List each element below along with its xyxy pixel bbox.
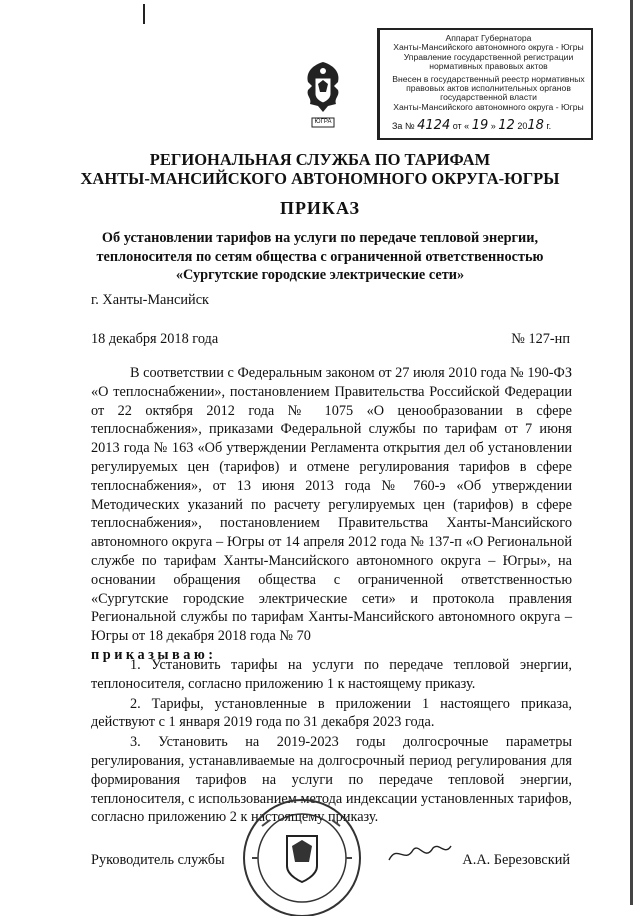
org-line: ХАНТЫ-МАНСИЙСКОГО АВТОНОМНОГО ОКРУГА-ЮГРЫ <box>80 169 560 188</box>
document-number: № 127-нп <box>511 331 570 347</box>
registration-stamp <box>377 28 593 140</box>
signature-name: А.А. Березовский <box>462 852 570 868</box>
stamp-line: Аппарат Губернатора <box>445 33 532 43</box>
order-item: 3. Установить на 2019-2023 годы долгосрочные параметры регулирования, устанавливаемые на долгосрочный период регулирования для формирования тарифов на услуги по передаче тепловой энергии, теплоносителя, с использованием метода индексации установленных тарифов, согласно приложению 2 к настоящему приказу. <box>91 734 572 826</box>
coat-of-arms-emblem <box>298 56 348 136</box>
organization-title <box>0 150 640 188</box>
stamp-line: Ханты-Мансийского автономного округа - Югры <box>393 101 584 112</box>
order-item: 1. Установить тарифы на услуги по передаче тепловой энергии, теплоносителя, согласно приложению 1 к настоящему приказу. <box>91 657 572 692</box>
signature-position: Руководитель службы <box>91 852 225 868</box>
stamp-line: государственной власти <box>440 92 537 103</box>
stamp-line: правовых актов исполнительных органов <box>406 83 571 94</box>
document-type: ПРИКАЗ <box>279 198 361 218</box>
subject-line: «Сургутские городские электрические сети» <box>175 267 465 283</box>
order-item: 2. Тарифы, установленные в приложении 1 настоящего приказа, действуют с 1 января 2019 года по 31 декабря 2023 года. <box>91 695 572 731</box>
preamble-block <box>91 364 572 665</box>
registration-number: За № 4124 от « 19 » 12 2018 г. <box>392 118 552 133</box>
subject-line: Об установлении тарифов на услуги по передаче тепловой энергии, <box>101 230 539 246</box>
preamble-paragraph: В соответствии с Федеральным законом от 27 июля 2010 года № 190-ФЗ «О теплоснабжении», постановлением Правительства Российской Федерации от 22 октября 2012 года № 1075 «О ценообразовании в сфере теплоснабжения», приказами Федеральной службы по тарифам от 7 июня 2013 года № 163 «Об утверждении Регламента открытия дел об установлении регулируемых цен (тарифов) и отмене регулирования тарифов в сфере теплоснабжения», от 13 июня 2013 года № 760-э «Об утверждении Методических указаний по расчету регулируемых цен (тарифов) в сфере теплоснабжения», постановлением Правительства Ханты-Мансийского автономного округа – Югры от 14 апреля 2012 года № 137-п «О Региональной службе по тарифам Ханты-Мансийского автономного округа – Югры», на основании обращения общества с ограниченной ответственностью «Сургутские городские электрические сети» и протокола правления Региональной службы по тарифам Ханты-Мансийского автономного округа – Югры от 18 декабря 2018 года № 70 <box>91 365 572 645</box>
emblem-caption: ЮГРА <box>314 119 332 125</box>
org-line: РЕГИОНАЛЬНАЯ СЛУЖБА ПО ТАРИФАМ <box>149 150 491 169</box>
subject-line: теплоносителя по сетям общества с ограниченной ответственностью <box>96 248 544 265</box>
stamp-line: Внесен в государственный реестр нормативных <box>392 73 585 84</box>
scan-mark <box>143 4 145 24</box>
handwritten-signature <box>385 838 455 868</box>
city: г. Ханты-Мансийск <box>91 292 209 308</box>
stamp-line: Управление государственной регистрации <box>403 51 574 62</box>
order-word: приказываю: <box>91 646 217 663</box>
document-date: 18 декабря 2018 года <box>91 331 219 347</box>
official-seal <box>232 796 372 916</box>
scan-mark <box>630 0 633 905</box>
document-subject <box>40 229 600 285</box>
stamp-line: нормативных правовых актов <box>429 61 548 72</box>
stamp-line: Ханты-Мансийского автономного округа - Югры <box>393 42 584 53</box>
